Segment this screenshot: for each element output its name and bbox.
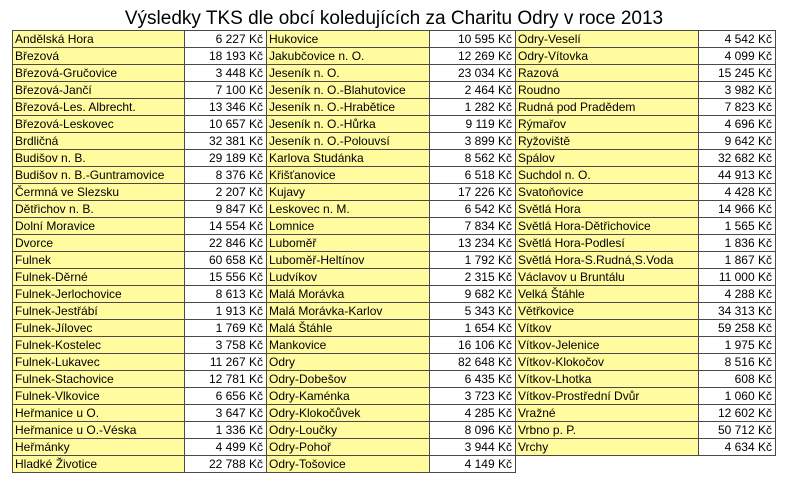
collection-amount: 60 658 Kč — [185, 252, 267, 269]
collection-amount: 6 435 Kč — [430, 371, 516, 388]
municipality-name: Malá Štáhle — [267, 320, 430, 337]
table-row — [12, 337, 776, 354]
municipality-name: Fulnek-Jerlochovice — [12, 286, 185, 303]
table-row — [12, 167, 776, 184]
municipality-name: Karlova Studánka — [267, 150, 430, 167]
collection-amount: 59 258 Kč — [699, 320, 776, 337]
collection-amount: 3 647 Kč — [185, 405, 267, 422]
collection-amount: 1 060 Kč — [699, 388, 776, 405]
collection-amount: 4 285 Kč — [430, 405, 516, 422]
collection-amount: 3 982 Kč — [699, 82, 776, 99]
municipality-name: Jeseník n. O.-Hůrka — [267, 116, 430, 133]
municipality-name: Kujavy — [267, 184, 430, 201]
municipality-name: Svatoňovice — [516, 184, 699, 201]
municipality-name: Odry-Tošovice — [267, 456, 430, 473]
collection-amount: 6 542 Kč — [430, 201, 516, 218]
table-row — [12, 439, 776, 456]
municipality-name: Světlá Hora — [516, 201, 699, 218]
municipality-name: Světlá Hora-S.Rudná,S.Voda — [516, 252, 699, 269]
collection-amount: 22 788 Kč — [185, 456, 267, 473]
collection-amount: 10 657 Kč — [185, 116, 267, 133]
collection-amount: 9 847 Kč — [185, 201, 267, 218]
municipality-name: Vrchy — [516, 439, 699, 456]
table-row — [12, 218, 776, 235]
municipality-name: Vítkov — [516, 320, 699, 337]
collection-amount: 15 245 Kč — [699, 65, 776, 82]
table-row — [12, 48, 776, 65]
collection-amount: 8 613 Kč — [185, 286, 267, 303]
municipality-name: Luboměř — [267, 235, 430, 252]
collection-amount: 1 867 Kč — [699, 252, 776, 269]
municipality-name: Odry-Loučky — [267, 422, 430, 439]
municipality-name: Roudno — [516, 82, 699, 99]
collection-amount: 6 656 Kč — [185, 388, 267, 405]
collection-amount: 3 723 Kč — [430, 388, 516, 405]
collection-amount: 3 944 Kč — [430, 439, 516, 456]
collection-amount: 608 Kč — [699, 371, 776, 388]
table-row — [12, 133, 776, 150]
table-row — [12, 235, 776, 252]
municipality-name: Březová-Leskovec — [12, 116, 185, 133]
municipality-name: Rudná pod Pradědem — [516, 99, 699, 116]
collection-amount: 15 556 Kč — [185, 269, 267, 286]
municipality-name: Mankovice — [267, 337, 430, 354]
table-row — [12, 201, 776, 218]
collection-amount: 7 834 Kč — [430, 218, 516, 235]
collection-amount: 10 595 Kč — [430, 30, 516, 48]
collection-amount: 3 758 Kč — [185, 337, 267, 354]
municipality-name: Jakubčovice n. O. — [267, 48, 430, 65]
collection-amount: 2 464 Kč — [430, 82, 516, 99]
collection-amount: 6 227 Kč — [185, 30, 267, 48]
collection-amount: 9 682 Kč — [430, 286, 516, 303]
collection-amount: 13 234 Kč — [430, 235, 516, 252]
collection-amount: 4 542 Kč — [699, 30, 776, 48]
collection-amount: 2 207 Kč — [185, 184, 267, 201]
table-row — [12, 388, 776, 405]
municipality-name: Suchdol n. O. — [516, 167, 699, 184]
municipality-name: Světlá Hora-Podlesí — [516, 235, 699, 252]
collection-amount: 8 376 Kč — [185, 167, 267, 184]
collection-amount: 1 769 Kč — [185, 320, 267, 337]
collection-amount: 1 975 Kč — [699, 337, 776, 354]
municipality-name: Luboměř-Heltínov — [267, 252, 430, 269]
municipality-name: Březová-Gručovice — [12, 65, 185, 82]
municipality-name: Fulnek-Děrné — [12, 269, 185, 286]
municipality-name: Odry-Veselí — [516, 30, 699, 48]
collection-amount: 1 565 Kč — [699, 218, 776, 235]
collection-amount: 32 381 Kč — [185, 133, 267, 150]
table-row — [12, 31, 776, 48]
municipality-name: Březová — [12, 48, 185, 65]
municipality-name: Brdličná — [12, 133, 185, 150]
municipality-name: Jeseník n. O.-Hrabětice — [267, 99, 430, 116]
municipality-name: Fulnek-Jílovec — [12, 320, 185, 337]
municipality-name: Fulnek-Lukavec — [12, 354, 185, 371]
municipality-name: Jeseník n. O. — [267, 65, 430, 82]
municipality-name: Vrbno p. P. — [516, 422, 699, 439]
collection-amount: 44 913 Kč — [699, 167, 776, 184]
municipality-name: Fulnek-Vlkovice — [12, 388, 185, 405]
table-row — [12, 320, 776, 337]
municipality-name: Vražné — [516, 405, 699, 422]
municipality-name: Heřmanice u O.-Véska — [12, 422, 185, 439]
municipality-name: Vítkov-Klokočov — [516, 354, 699, 371]
municipality-name: Odry-Vítovka — [516, 48, 699, 65]
municipality-name: Heřmánky — [12, 439, 185, 456]
collection-amount: 4 634 Kč — [699, 439, 776, 456]
municipality-name: Vítkov-Lhotka — [516, 371, 699, 388]
municipality-name: Větřkovice — [516, 303, 699, 320]
collection-amount: 8 516 Kč — [699, 354, 776, 371]
municipality-name: Odry-Klokočůvek — [267, 405, 430, 422]
municipality-name: Vítkov-Jelenice — [516, 337, 699, 354]
municipality-name: Budišov n. B.-Guntramovice — [12, 167, 185, 184]
collection-amount: 4 499 Kč — [185, 439, 267, 456]
collection-amount: 11 000 Kč — [699, 269, 776, 286]
municipality-name: Fulnek-Kostelec — [12, 337, 185, 354]
municipality-name: Čermná ve Slezsku — [12, 184, 185, 201]
collection-amount: 3 448 Kč — [185, 65, 267, 82]
collection-amount: 4 099 Kč — [699, 48, 776, 65]
municipality-name: Březová-Les. Albrecht. — [12, 99, 185, 116]
table-row — [12, 184, 776, 201]
municipality-name: Vítkov-Prostřední Dvůr — [516, 388, 699, 405]
municipality-name: Odry — [267, 354, 430, 371]
table-row — [12, 269, 776, 286]
municipality-name: Velká Štáhle — [516, 286, 699, 303]
table-row — [12, 456, 776, 473]
collection-amount: 2 315 Kč — [430, 269, 516, 286]
collection-amount: 7 100 Kč — [185, 82, 267, 99]
collection-amount: 22 846 Kč — [185, 235, 267, 252]
table-row — [12, 371, 776, 388]
table-row — [12, 150, 776, 167]
collection-amount: 1 913 Kč — [185, 303, 267, 320]
municipality-name: Jeseník n. O.-Polouvsí — [267, 133, 430, 150]
table-row — [12, 303, 776, 320]
collection-amount: 5 343 Kč — [430, 303, 516, 320]
municipality-name: Křišťanovice — [267, 167, 430, 184]
municipality-name: Andělská Hora — [12, 30, 185, 48]
collection-amount: 29 189 Kč — [185, 150, 267, 167]
municipality-name: Fulnek-Stachovice — [12, 371, 185, 388]
collection-amount: 12 602 Kč — [699, 405, 776, 422]
municipality-name: Dětřichov n. B. — [12, 201, 185, 218]
table-row — [12, 354, 776, 371]
collection-amount: 4 696 Kč — [699, 116, 776, 133]
table-row — [12, 116, 776, 133]
collection-amount: 14 554 Kč — [185, 218, 267, 235]
municipality-name: Světlá Hora-Dětřichovice — [516, 218, 699, 235]
municipality-name: Hladké Životice — [12, 456, 185, 473]
collection-amount: 34 313 Kč — [699, 303, 776, 320]
municipality-name: Razová — [516, 65, 699, 82]
collection-amount: 9 642 Kč — [699, 133, 776, 150]
table-row — [12, 65, 776, 82]
municipality-name: Heřmanice u O. — [12, 405, 185, 422]
collection-amount: 16 106 Kč — [430, 337, 516, 354]
collection-amount: 1 654 Kč — [430, 320, 516, 337]
collection-amount: 14 966 Kč — [699, 201, 776, 218]
table-row — [12, 405, 776, 422]
page-title: Výsledky TKS dle obcí koledujících za Charitu Odry v roce 2013 — [124, 8, 664, 29]
municipality-name: Leskovec n. M. — [267, 201, 430, 218]
municipality-name: Ryžoviště — [516, 133, 699, 150]
municipality-name: Ludvíkov — [267, 269, 430, 286]
collection-amount: 8 096 Kč — [430, 422, 516, 439]
municipality-name: Dvorce — [12, 235, 185, 252]
municipality-name: Budišov n. B. — [12, 150, 185, 167]
collection-amount: 4 149 Kč — [430, 456, 516, 473]
collection-amount: 3 899 Kč — [430, 133, 516, 150]
collection-amount: 1 792 Kč — [430, 252, 516, 269]
collection-amount: 4 428 Kč — [699, 184, 776, 201]
municipality-name: Odry-Pohoř — [267, 439, 430, 456]
table-row — [12, 252, 776, 269]
municipality-name: Fulnek — [12, 252, 185, 269]
collection-amount: 4 288 Kč — [699, 286, 776, 303]
municipality-name: Dolní Moravice — [12, 218, 185, 235]
municipality-name: Lomnice — [267, 218, 430, 235]
collection-amount: 7 823 Kč — [699, 99, 776, 116]
collection-amount: 1 836 Kč — [699, 235, 776, 252]
municipality-name: Jeseník n. O.-Blahutovice — [267, 82, 430, 99]
collection-amount: 23 034 Kč — [430, 65, 516, 82]
collection-amount: 1 336 Kč — [185, 422, 267, 439]
collection-amount: 8 562 Kč — [430, 150, 516, 167]
collection-amount: 50 712 Kč — [699, 422, 776, 439]
table-row — [12, 99, 776, 116]
collection-amount: 12 269 Kč — [430, 48, 516, 65]
municipality-name: Malá Morávka — [267, 286, 430, 303]
collection-amount: 12 781 Kč — [185, 371, 267, 388]
results-table — [12, 31, 776, 473]
municipality-name: Hukovice — [267, 30, 430, 48]
collection-amount: 9 119 Kč — [430, 116, 516, 133]
collection-amount: 1 282 Kč — [430, 99, 516, 116]
municipality-name: Fulnek-Jestřábí — [12, 303, 185, 320]
collection-amount: 13 346 Kč — [185, 99, 267, 116]
municipality-name: Spálov — [516, 150, 699, 167]
municipality-name: Odry-Kaménka — [267, 388, 430, 405]
municipality-name: Rýmařov — [516, 116, 699, 133]
collection-amount: 82 648 Kč — [430, 354, 516, 371]
municipality-name: Odry-Dobešov — [267, 371, 430, 388]
collection-amount: 32 682 Kč — [699, 150, 776, 167]
municipality-name: Březová-Jančí — [12, 82, 185, 99]
collection-amount: 18 193 Kč — [185, 48, 267, 65]
collection-amount: 17 226 Kč — [430, 184, 516, 201]
municipality-name: Václavov u Bruntálu — [516, 269, 699, 286]
table-row — [12, 286, 776, 303]
table-row — [12, 82, 776, 99]
table-row — [12, 422, 776, 439]
collection-amount: 11 267 Kč — [185, 354, 267, 371]
municipality-name: Malá Morávka-Karlov — [267, 303, 430, 320]
collection-amount: 6 518 Kč — [430, 167, 516, 184]
